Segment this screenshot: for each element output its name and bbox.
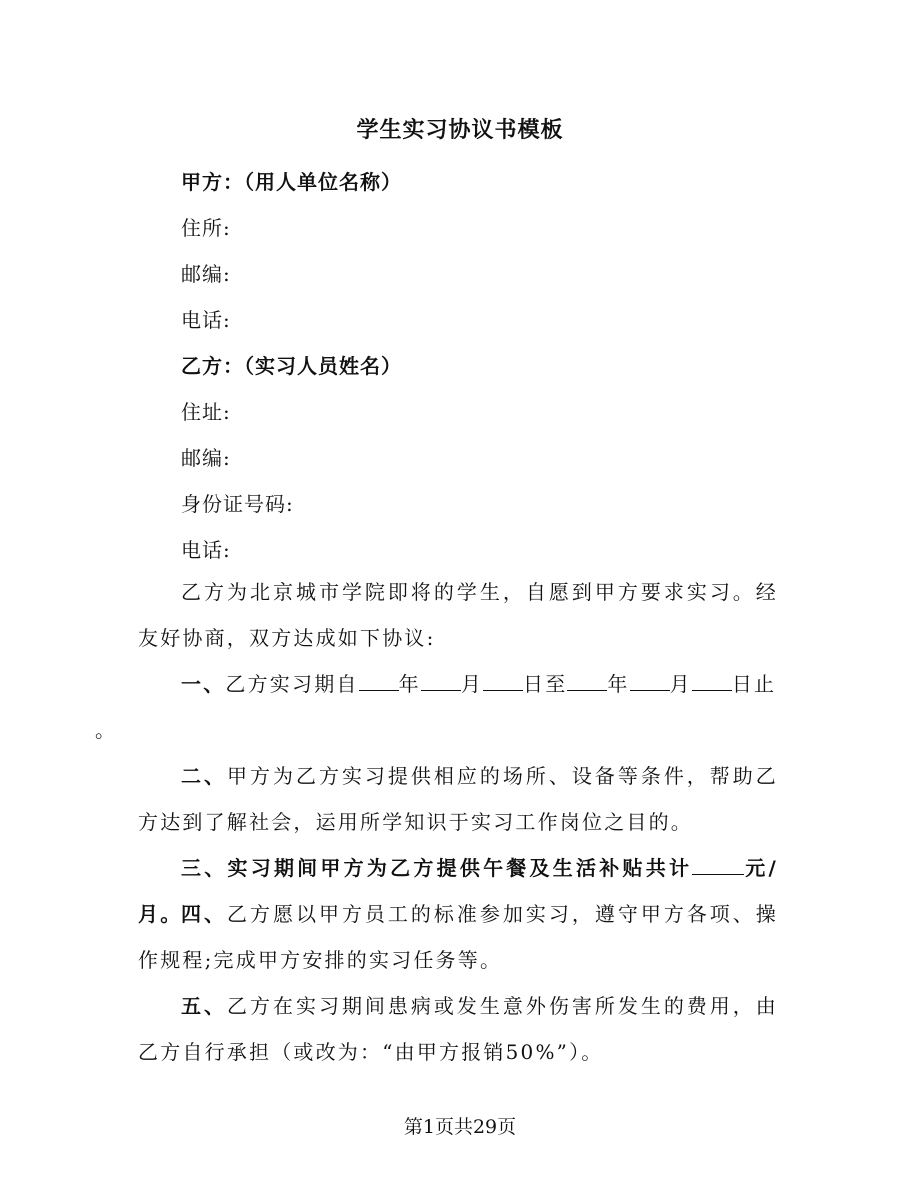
clause-4-number: 四、 [181, 902, 227, 926]
page-number-footer: 第1页共29页 [403, 1116, 517, 1138]
party-a-label: 甲方：（用人单位名称） [181, 170, 402, 194]
party-b-postcode-label: 邮编: [181, 446, 231, 470]
end-year-blank[interactable] [567, 672, 607, 691]
clause-1-tail: 。 [95, 718, 118, 742]
month-label: 月 [460, 672, 484, 696]
start-year-blank[interactable] [359, 672, 399, 691]
clause-5-number: 五、 [181, 994, 227, 1018]
clause-5 [138, 983, 778, 1075]
clause-1-number: 一、 [181, 672, 226, 696]
party-a-postcode-label: 邮编: [181, 262, 231, 286]
end-month-blank[interactable] [630, 672, 670, 691]
clause-2 [138, 753, 778, 845]
end-month-label: 月 [669, 672, 692, 696]
party-b-label: 乙方：（实习人员姓名） [181, 354, 402, 378]
day-end-label: 日止 [731, 672, 777, 696]
party-b-address-label: 住址: [181, 400, 231, 424]
end-day-blank[interactable] [692, 672, 732, 691]
start-month-blank[interactable] [421, 672, 461, 691]
intro-paragraph: 乙方为北京城市学院即将的学生，自愿到甲方要求实习。经友好协商，双方达成如下协议: [138, 580, 778, 650]
party-a-address-label: 住所: [181, 216, 231, 240]
clause-4 [138, 891, 778, 983]
clause-1-text: 乙方实习期自 [225, 672, 359, 696]
clause-2-number: 二、 [181, 764, 227, 788]
party-b-phone-label: 电话: [181, 538, 231, 562]
document-title: 学生实习协议书模板 [356, 117, 564, 143]
party-a-phone-label: 电话: [181, 308, 231, 332]
party-b-id-label: 身份证号码: [181, 492, 294, 516]
day-to-label: 日至 [523, 672, 568, 696]
year-label: 年 [398, 672, 421, 696]
clause-2-text: 甲方为乙方实习提供相应的场所、设备等条件，帮助乙方达到了解社会，运用所学知识于实习工作岗位之目的。 [138, 764, 778, 834]
clause-1 [95, 661, 778, 753]
clause-3-unit: 元/月。 [138, 856, 778, 926]
start-day-blank[interactable] [483, 672, 523, 691]
clause-4-text: 乙方愿以甲方员工的标准参加实习，遵守甲方各项、操作规程;完成甲方安排的实习任务等。 [138, 902, 778, 972]
clause-3-text: 三、实习期间甲方为乙方提供午餐及生活补贴共计 [181, 856, 693, 880]
subsidy-amount-blank[interactable] [692, 856, 744, 875]
clause-5-text: 乙方在实习期间患病或发生意外伤害所发生的费用，由乙方自行承担（或改为：“由甲方报销50%”）。 [138, 994, 778, 1064]
end-year-label: 年 [607, 672, 630, 696]
